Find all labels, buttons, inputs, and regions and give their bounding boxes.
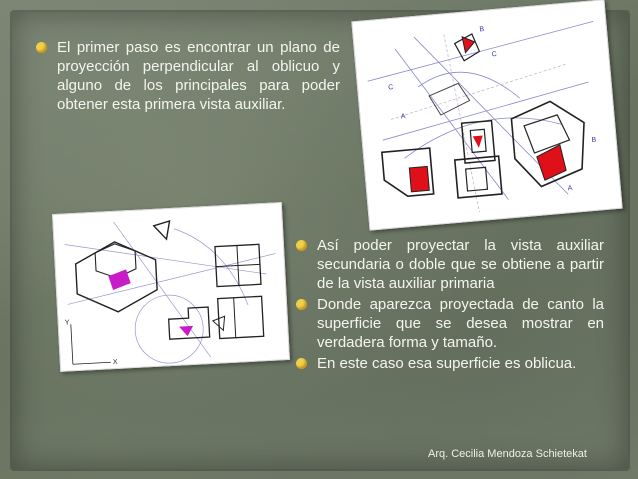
drawing-label: B [591, 136, 597, 144]
axis-label: X [112, 358, 118, 367]
drawing-label: A [400, 113, 406, 121]
bullet-item [296, 236, 604, 293]
drawing-label: B [479, 25, 485, 34]
projection-construction-drawing [52, 202, 290, 372]
bullet-text: Donde aparezca proyectada de canto la superficie que se desea mostrar en verdadera forma y tamaño. [317, 296, 604, 351]
bullet-item [36, 38, 340, 114]
auxiliary-view-drawing [351, 0, 622, 231]
drawing-label: C [491, 50, 498, 59]
bullet-icon [36, 42, 47, 53]
bullet-text: El primer paso es encontrar un plano de proyección perpendicular al oblicuo y alguno de los principales para poder obtener esta primera vista auxiliar. [57, 39, 340, 113]
drawing-label: C [387, 84, 394, 92]
bullet-icon [296, 240, 307, 251]
auxiliary-view-svg [352, 0, 621, 229]
drawing-label: A [567, 184, 573, 193]
projection-construction-svg [53, 203, 289, 371]
bullet-text: En este caso esa superficie es oblicua. [317, 355, 577, 372]
bullet-icon [296, 299, 307, 310]
bullet-text: Así poder proyectar la vista auxiliar secundaria o doble que se obtiene a partir de la vista auxiliar primaria [317, 237, 604, 292]
author-caption: Arq. Cecilia Mendoza Schietekat [428, 448, 587, 460]
bullet-icon [296, 358, 307, 369]
bullet-item [296, 295, 604, 352]
bullet-item [296, 354, 604, 373]
bullet-list-top [36, 38, 340, 116]
bullet-list-right [296, 236, 604, 375]
axis-label: Y [64, 319, 70, 327]
